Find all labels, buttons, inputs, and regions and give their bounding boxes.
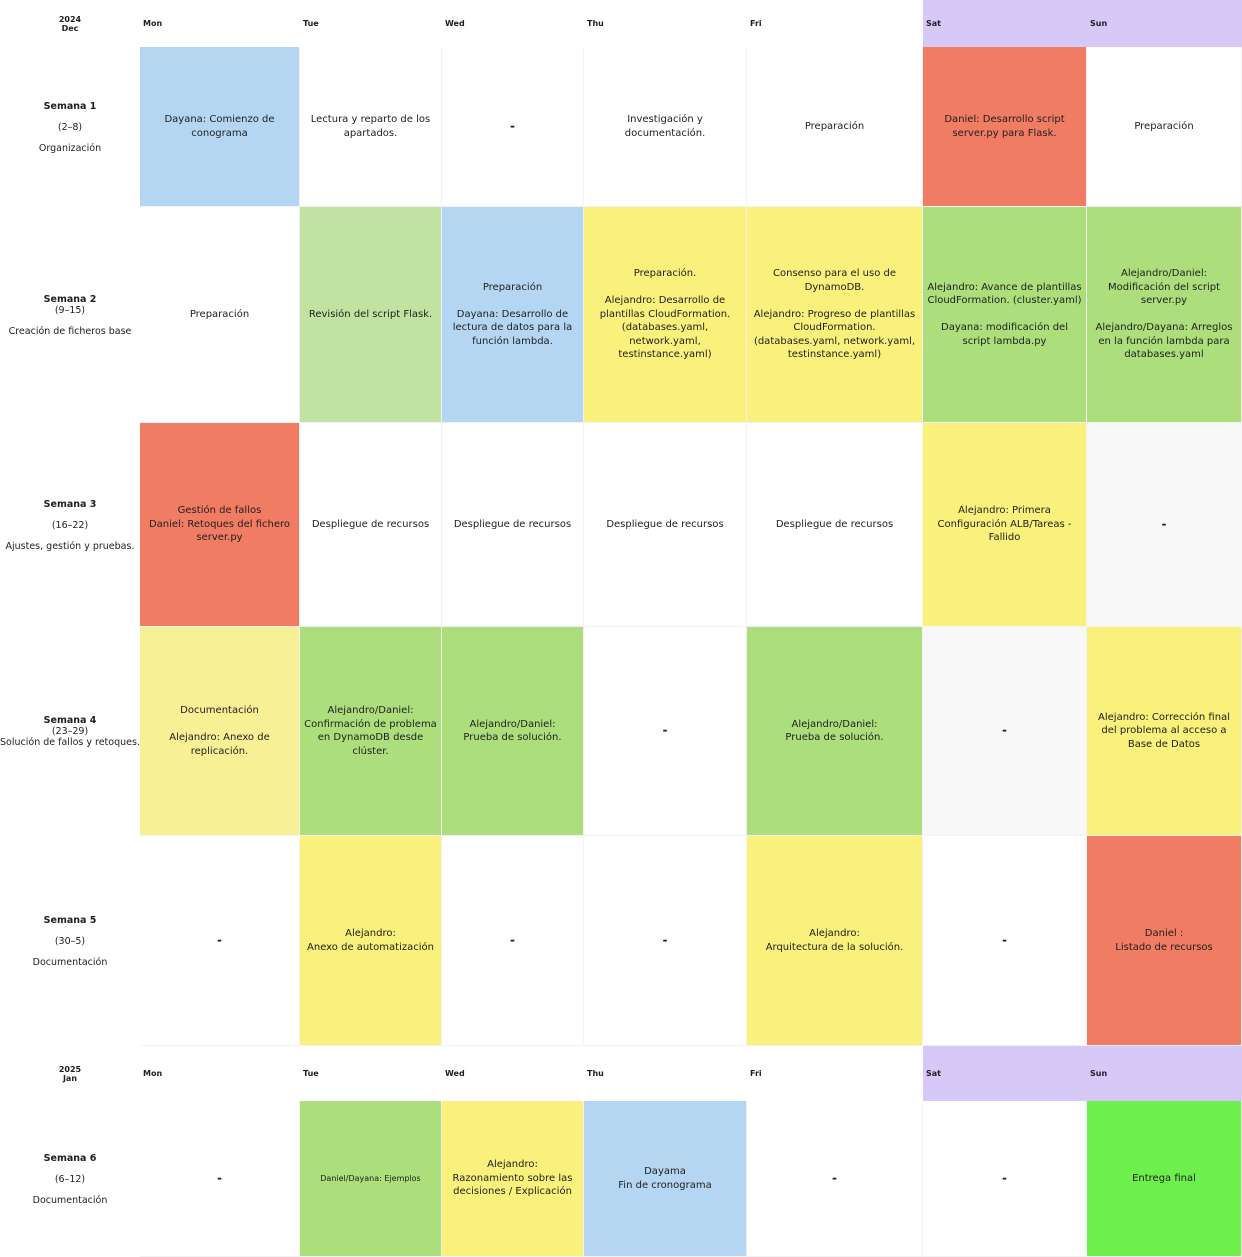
day-header-sat: Sat [923,0,1087,47]
month-header [0,0,140,47]
week-range: (9–15) [54,304,86,316]
month-label: Dec [61,23,79,33]
task-cell-mon: - [140,836,300,1046]
week-subtitle: Documentación [32,1194,108,1206]
week-title: Semana 3 [43,498,97,510]
task-cell-thu: Investigación y documentación. [584,47,747,207]
day-header-sun: Sun [1087,1046,1242,1101]
task-cell-mon: Preparación [140,207,300,423]
day-header-sun: Sun [1087,0,1242,47]
task-cell-mon: Gestión de fallos Daniel: Retoques del fichero server.py [140,423,300,627]
day-header-wed: Wed [442,0,584,47]
month-label: Jan [62,1073,78,1083]
week-subtitle: Documentación [32,956,108,968]
day-header-wed: Wed [442,1046,584,1101]
week-label [0,423,140,627]
task-cell-tue: Despliegue de recursos [300,423,442,627]
week-title: Semana 2 [43,293,97,305]
day-header-mon: Mon [140,1046,300,1101]
week-label [0,1101,140,1257]
task-cell-thu: Dayama Fin de cronograma [584,1101,747,1257]
task-cell-sun: Alejandro: Corrección final del problema al acceso a Base de Datos [1087,627,1242,836]
task-cell-mon: - [140,1101,300,1257]
day-header-tue: Tue [300,1046,442,1101]
task-cell-fri: Consenso para el uso de DynamoDB. Alejandro: Progreso de plantillas CloudFormation. (databases.yaml, network.yaml, testinstance.yaml) [747,207,923,423]
week-range: (2–8) [57,121,83,133]
task-cell-fri: Alejandro/Daniel: Prueba de solución. [747,627,923,836]
week-subtitle: Ajustes, gestión y pruebas. [5,540,135,552]
task-cell-thu: - [584,627,747,836]
day-header-fri: Fri [747,0,923,47]
task-cell-thu: - [584,836,747,1046]
week-range: (23–29) [51,726,89,737]
task-cell-sat: - [923,1101,1087,1257]
task-cell-tue: Daniel/Dayana: Ejemplos [300,1101,442,1257]
task-cell-tue: Lectura y reparto de los apartados. [300,47,442,207]
task-cell-sat: Alejandro: Avance de plantillas CloudFormation. (cluster.yaml) Dayana: modificación del script lambda.py [923,207,1087,423]
task-cell-tue: Revisión del script Flask. [300,207,442,423]
week-range: (6–12) [54,1173,86,1185]
week-range: (16–22) [51,519,89,531]
task-cell-sun: Entrega final [1087,1101,1242,1257]
task-cell-wed: Despliegue de recursos [442,423,584,627]
task-cell-mon: Documentación Alejandro: Anexo de replicación. [140,627,300,836]
day-header-sat: Sat [923,1046,1087,1101]
task-cell-sun: - [1087,423,1242,627]
week-label [0,627,140,836]
day-header-fri: Fri [747,1046,923,1101]
task-cell-thu: Despliegue de recursos [584,423,747,627]
task-cell-sun: Preparación [1087,47,1242,207]
task-cell-tue: Alejandro: Anexo de automatización [300,836,442,1046]
day-header-thu: Thu [584,0,747,47]
task-cell-fri: Alejandro: Arquitectura de la solución. [747,836,923,1046]
task-cell-fri: Despliegue de recursos [747,423,923,627]
week-label [0,207,140,423]
task-cell-sat: Daniel: Desarrollo script server.py para Flask. [923,47,1087,207]
task-cell-thu: Preparación. Alejandro: Desarrollo de plantillas CloudFormation. (databases.yaml, network.yaml, testinstance.yaml) [584,207,747,423]
month-header [0,1046,140,1101]
week-subtitle: Creación de ficheros base [8,325,132,337]
task-cell-sun: Alejandro/Daniel: Modificación del script server.py Alejandro/Dayana: Arreglos en la función lambda para databases.yaml [1087,207,1242,423]
task-cell-sat: Alejandro: Primera Configuración ALB/Tareas - Fallido [923,423,1087,627]
task-cell-wed: - [442,836,584,1046]
week-range: (30–5) [54,935,86,947]
task-cell-mon: Dayana: Comienzo de conograma [140,47,300,207]
week-label [0,47,140,207]
week-title: Semana 5 [43,914,97,926]
year-label: 2024 [58,14,82,24]
task-cell-wed: Alejandro/Daniel: Prueba de solución. [442,627,584,836]
task-cell-fri: - [747,1101,923,1257]
week-subtitle: Organización [38,142,102,154]
task-cell-wed: - [442,47,584,207]
day-header-tue: Tue [300,0,442,47]
task-cell-tue: Alejandro/Daniel: Confirmación de problema en DynamoDB desde clúster. [300,627,442,836]
year-label: 2025 [58,1064,82,1074]
week-title: Semana 4 [43,715,97,726]
task-cell-sun: Daniel : Listado de recursos [1087,836,1242,1046]
day-header-thu: Thu [584,1046,747,1101]
task-cell-wed: Preparación Dayana: Desarrollo de lectura de datos para la función lambda. [442,207,584,423]
task-cell-sat: - [923,836,1087,1046]
week-label [0,836,140,1046]
week-title: Semana 1 [43,100,97,112]
week-subtitle: Solución de fallos y retoques. [0,737,140,748]
task-cell-wed: Alejandro: Razonamiento sobre las decisiones / Explicación [442,1101,584,1257]
week-title: Semana 6 [43,1152,97,1164]
task-cell-sat: - [923,627,1087,836]
day-header-mon: Mon [140,0,300,47]
task-cell-fri: Preparación [747,47,923,207]
